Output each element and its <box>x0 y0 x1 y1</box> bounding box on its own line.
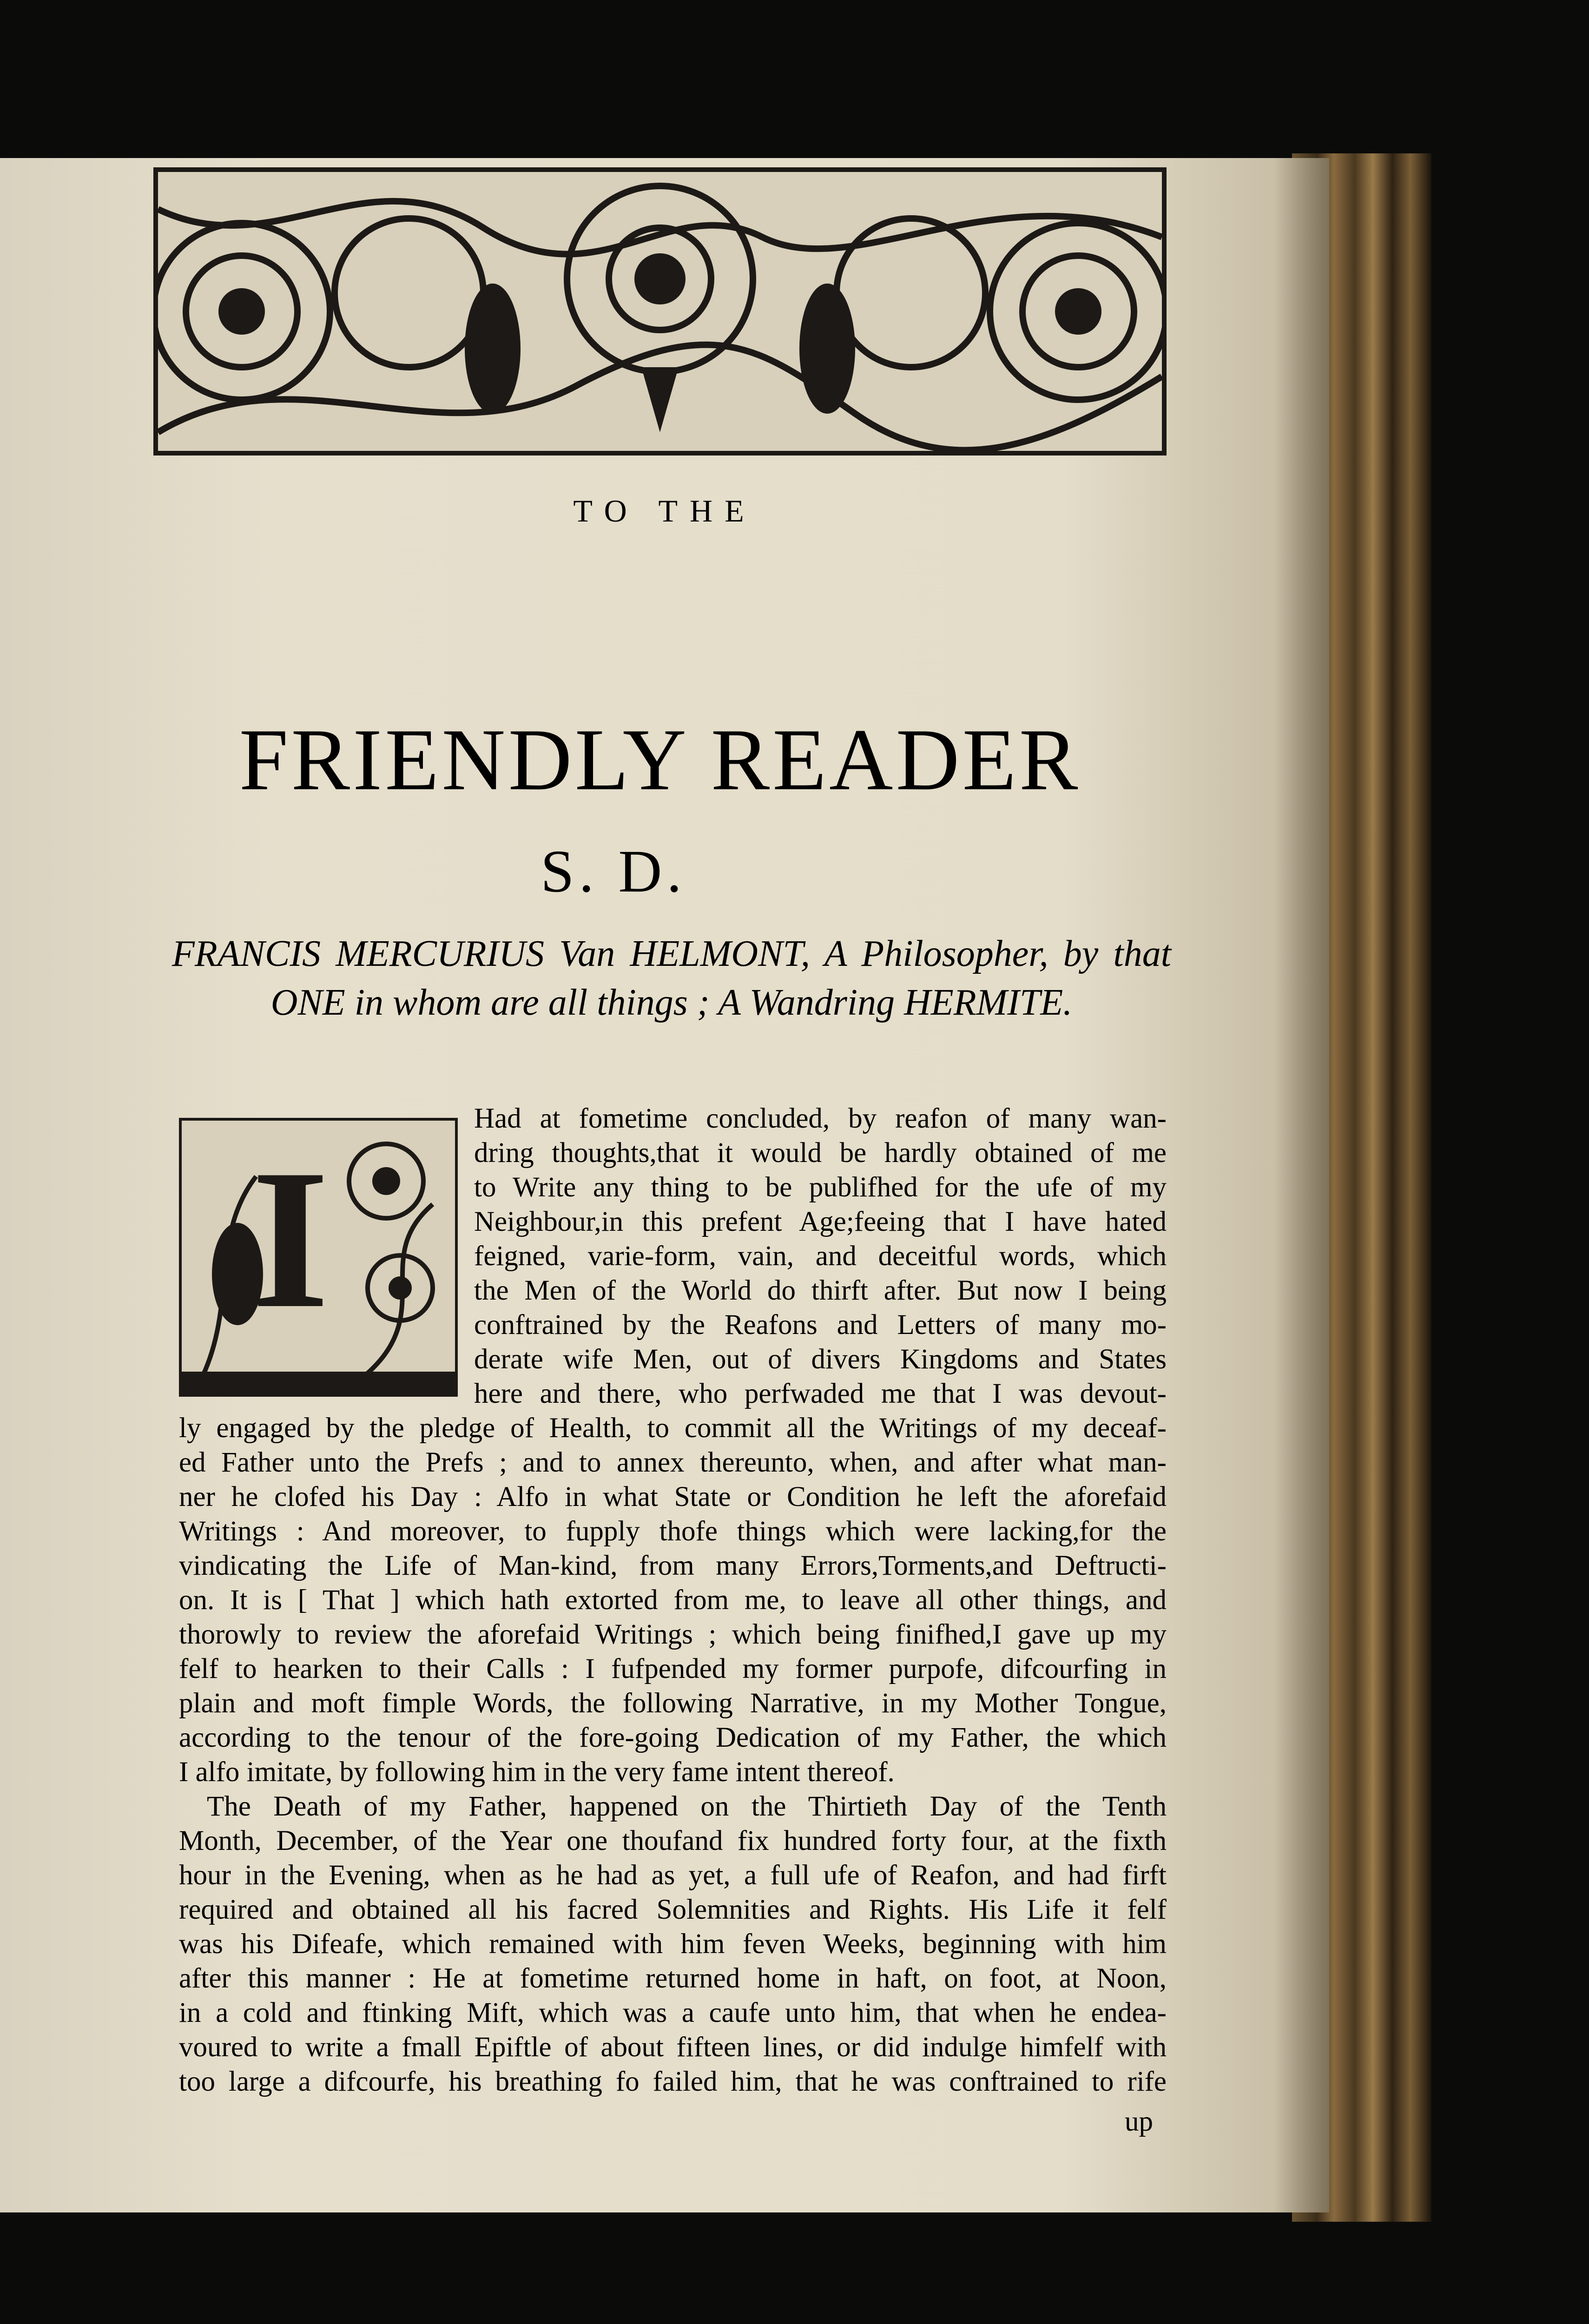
text-line: plain and moft fimple Words, the following Narrative, in my Mother Tongue, <box>179 1688 1167 1719</box>
text-line: vindicating the Life of Man-kind, from many Errors,Torments,and Deftructi- <box>179 1550 1167 1581</box>
decorated-initial <box>179 1118 458 1397</box>
paragraph-1-continued <box>179 1411 1167 1789</box>
text-line: to Write any thing to be publifhed for the ufe of my <box>474 1172 1167 1203</box>
text-line: feigned, varie-form, vain, and deceitful words, which <box>474 1241 1167 1272</box>
text-line: I alfo imitate, by following him in the very fame intent thereof. <box>179 1756 895 1788</box>
paragraph-2 <box>179 1789 1167 2099</box>
text-line: derate wife Men, out of divers Kingdoms and States <box>474 1344 1167 1375</box>
text-line: after this manner : He at fometime returned home in haft, on foot, at Noon, <box>179 1963 1167 1994</box>
text-line: voured to write a fmall Epiftle of about fifteen lines, or did indulge himfelf with <box>179 2032 1167 2063</box>
text-line: the Men of the World do thirft after. But now I being <box>474 1275 1167 1306</box>
heading-to-the: TO THE <box>573 493 756 528</box>
ornamental-headpiece <box>153 167 1167 456</box>
text-line: conftrained by the Reafons and Letters of many mo- <box>474 1309 1167 1340</box>
catchword: up <box>1125 2106 1153 2137</box>
text-line: was his Difeafe, which remained with him feven Weeks, beginning with him <box>179 1928 1167 1960</box>
page-gutter-shadow <box>1273 158 1329 2212</box>
author-dedication-line: FRANCIS MERCURIUS Van HELMONT, A Philosopher, by that ONE in whom are all things ; A Wandring HERMITE. <box>172 933 1171 1023</box>
text-line: felf to hearken to their Calls : I fufpended my former purpofe, difcourfing in <box>179 1653 1167 1684</box>
text-line: ner he clofed his Day : Alfo in what State or Condition he left the aforefaid <box>179 1481 1167 1512</box>
text-line: on. It is [ That ] which hath extorted from me, to leave all other things, and <box>179 1585 1167 1616</box>
text-line: in a cold and ftinking Mift, which was a caufe unto him, that when he endea- <box>179 1997 1167 2028</box>
text-line: Writings : And moreover, to fupply thofe things which were lacking,for the <box>179 1516 1167 1547</box>
text-line: thorowly to review the aforefaid Writings ; which being finifhed,I gave up my <box>179 1619 1167 1650</box>
text-line: Had at fometime concluded, by reafon of many wan- <box>474 1103 1167 1134</box>
text-line: according to the tenour of the fore-going Dedication of my Father, the which <box>179 1722 1167 1753</box>
page-title: FRIENDLY READER <box>239 711 1081 809</box>
text-line: too large a difcourfe, his breathing fo failed him, that he was conftrained to rife <box>179 2066 1167 2097</box>
salutation-sd: S. D. <box>541 838 686 905</box>
text-line: ly engaged by the pledge of Health, to commit all the Writings of my deceaf- <box>179 1413 1167 1444</box>
paragraph-1-indented <box>474 1102 1167 1411</box>
text-line: The Death of my Father, happened on the Thirtieth Day of the Tenth <box>207 1791 1167 1822</box>
text-line: ed Father unto the Prefs ; and to annex thereunto, when, and after what man- <box>179 1447 1167 1478</box>
text-line: Month, December, of the Year one thoufand fix hundred forty four, at the fixth <box>179 1825 1167 1856</box>
headpiece-ornament-icon <box>158 172 1162 451</box>
text-line: hour in the Evening, when as he had as yet, a full ufe of Reafon, and had firft <box>179 1860 1167 1891</box>
text-line: here and there, who perfwaded me that I was devout- <box>474 1378 1167 1409</box>
text-line: dring thoughts,that it would be hardly obtained of me <box>474 1137 1167 1169</box>
initial-letter: I <box>251 1129 330 1350</box>
text-line: Neighbour,in this prefent Age;feeing that I have hated <box>474 1206 1167 1237</box>
text-line: required and obtained all his facred Solemnities and Rights. His Life it felf <box>179 1894 1167 1925</box>
